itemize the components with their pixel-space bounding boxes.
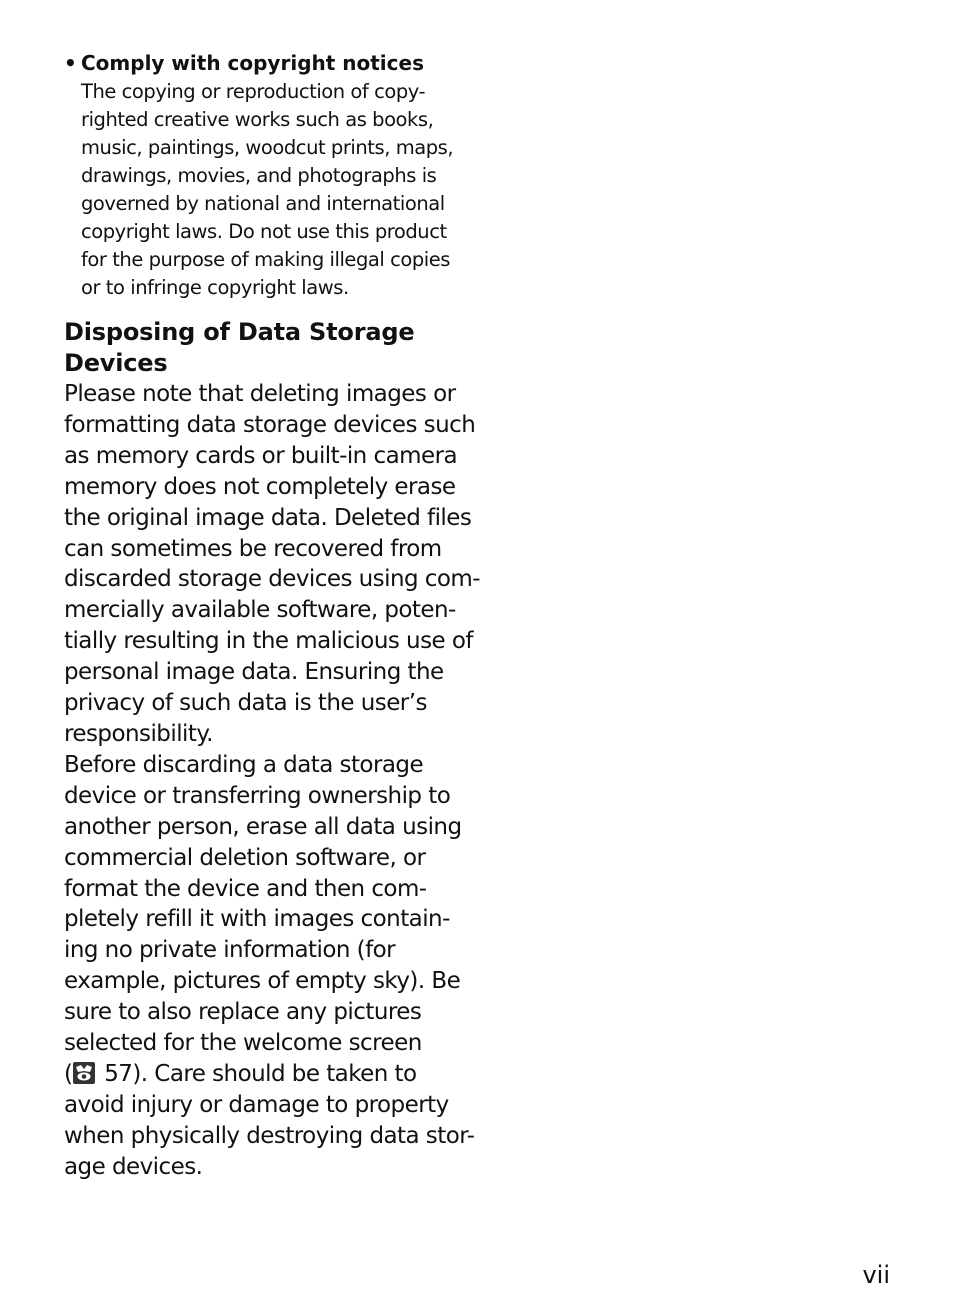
bullet-line: music, paintings, woodcut prints, maps, <box>81 136 454 159</box>
body-line: can sometimes be recovered from <box>64 535 442 562</box>
page-reference-icon <box>73 1062 95 1084</box>
body-line: as memory cards or built-in camera <box>64 442 458 469</box>
bullet-title: Comply with copyright notices <box>81 51 424 75</box>
body-line: Please note that deleting images or <box>64 381 456 407</box>
body-line: device or transferring ownership to <box>64 782 451 809</box>
body-line: avoid injury or damage to property <box>64 1091 449 1118</box>
bullet-line: copyright laws. Do not use this product <box>81 220 447 243</box>
page-reference-line <box>64 1059 484 1090</box>
bullet-line: righted creative works such as books, <box>81 108 434 131</box>
body-line: formatting data storage devices such <box>64 411 476 438</box>
bullet-body <box>81 78 484 302</box>
body-line: pletely refill it with images contain- <box>64 906 450 933</box>
ref-open-paren: ( <box>64 1060 73 1087</box>
body-line: mercially available software, poten- <box>64 597 456 624</box>
bullet-line: The copying or reproduction of copy- <box>81 80 426 103</box>
body-line: selected for the welcome screen <box>64 1030 422 1057</box>
ref-text: 57). Care should be taken to <box>97 1060 417 1087</box>
section-heading <box>64 317 484 379</box>
body-line: memory does not completely erase <box>64 473 456 500</box>
page-content <box>64 48 484 1183</box>
section-heading-line: Disposing of Data Storage <box>64 318 415 346</box>
page-number: vii <box>862 1261 890 1289</box>
body-line: age devices. <box>64 1153 203 1180</box>
bullet-mark: • <box>64 51 77 75</box>
body-line: example, pictures of empty sky). Be <box>64 968 461 995</box>
body-line: commercial deletion software, or <box>64 844 426 871</box>
body-line: discarded storage devices using com- <box>64 566 481 593</box>
body-line: format the device and then com- <box>64 875 427 902</box>
copyright-bullet <box>64 48 484 302</box>
bullet-line: for the purpose of making illegal copies <box>81 248 451 271</box>
body-line: sure to also replace any pictures <box>64 999 422 1026</box>
body-line: privacy of such data is the user’s <box>64 690 427 717</box>
bullet-line: or to infringe copyright laws. <box>81 276 349 299</box>
body-line: responsibility. <box>64 720 213 747</box>
section-heading-line: Devices <box>64 349 168 377</box>
bullet-line: drawings, movies, and photographs is <box>81 164 437 187</box>
body-line: another person, erase all data using <box>64 813 462 840</box>
body-line: personal image data. Ensuring the <box>64 659 444 686</box>
body-line: Before discarding a data storage <box>64 751 424 778</box>
section-body <box>64 379 484 1183</box>
body-line: when physically destroying data stor- <box>64 1122 475 1149</box>
body-line: the original image data. Deleted files <box>64 504 472 531</box>
body-line: ing no private information (for <box>64 937 396 964</box>
body-line: tially resulting in the malicious use of <box>64 628 473 655</box>
bullet-line: governed by national and international <box>81 192 445 215</box>
